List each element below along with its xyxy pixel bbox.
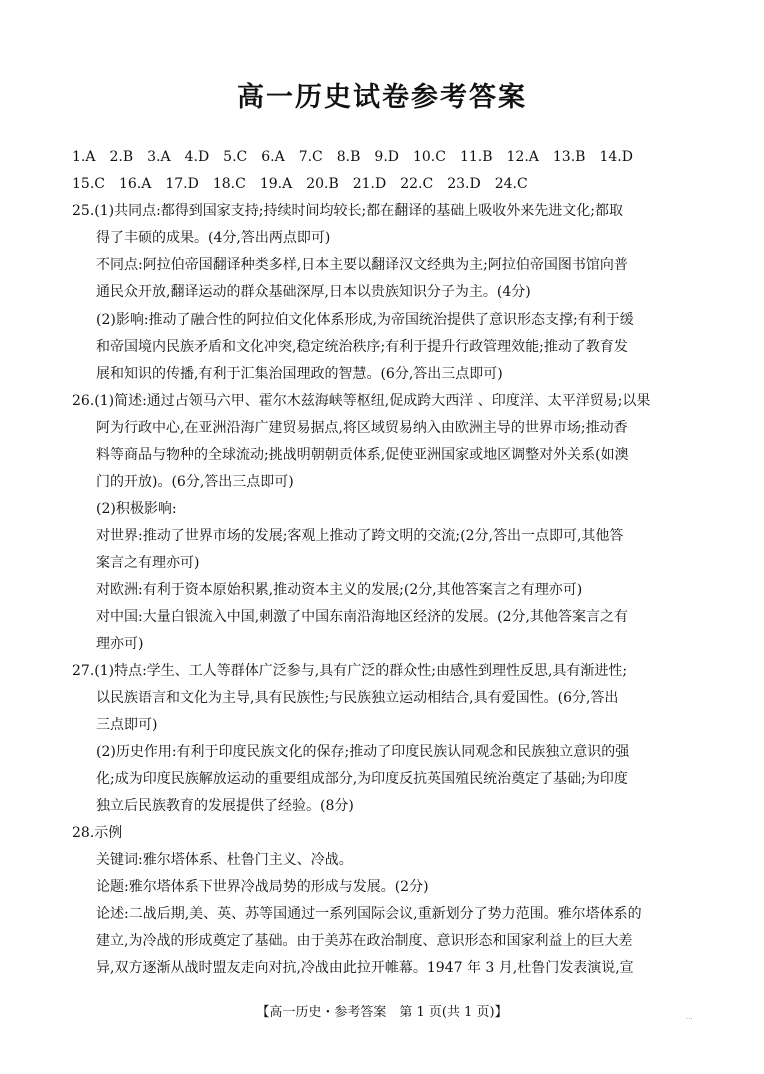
answer-line: 对世界:推动了世界市场的发展;客观上推动了跨文明的交流;(2分,答出一点即可,其他答 — [96, 528, 624, 544]
answer-line: 28.示例 — [72, 825, 123, 841]
answer-line: 论题:雅尔塔体系下世界冷战局势的形成与发展。(2分) — [96, 879, 429, 895]
answer-line: 理亦可) — [96, 636, 144, 652]
answer-line: 和帝国境内民族矛盾和文化冲突,稳定统治秩序;有利于提升行政管理效能;推动了教育发 — [96, 339, 628, 355]
answer-line: 不同点:阿拉伯帝国翻译种类多样,日本主要以翻译汉文经典为主;阿拉伯帝国图书馆向普 — [96, 257, 628, 273]
answer-line: 27.(1)特点:学生、工人等群体广泛参与,具有广泛的群众性;由感性到理性反思,具有渐进性; — [72, 663, 628, 679]
answer-line: 阿为行政中心,在亚洲沿海广建贸易据点,将区域贸易纳入由欧洲主导的世界市场;推动香 — [96, 420, 628, 436]
answer-line: 案言之有理亦可) — [96, 555, 200, 571]
corner-mark: ... — [686, 1013, 693, 1021]
answer-line: 建立,为冷战的形成奠定了基础。由于美苏在政治制度、意识形态和国家利益上的巨大差 — [96, 933, 633, 949]
answer-line: 独立后民族教育的发展提供了经验。(8分) — [96, 798, 354, 814]
answer-line: 15.C 16.A 17.D 18.C 19.A 20.B 21.D 22.C 23.D 24.C — [72, 176, 528, 192]
answer-line: 料等商品与物种的全球流动;挑战明朝朝贡体系,促使亚洲国家或地区调整对外关系(如澳 — [96, 447, 629, 463]
answer-line: (2)影响:推动了融合性的阿拉伯文化体系形成,为帝国统治提供了意识形态支撑;有利于缓 — [96, 312, 634, 328]
answer-line: 论述:二战后期,美、英、苏等国通过一系列国际会议,重新划分了势力范围。雅尔塔体系的 — [96, 906, 642, 922]
answer-line: 化;成为印度民族解放运动的重要组成部分,为印度反抗英国殖民统治奠定了基础;为印度 — [96, 771, 628, 787]
answer-line: 25.(1)共同点:都得到国家支持;持续时间均较长;都在翻译的基础上吸收外来先进文化;都取 — [72, 203, 623, 219]
answer-line: 以民族语言和文化为主导,具有民族性;与民族独立运动相结合,具有爱国性。(6分,答出 — [96, 690, 619, 706]
answer-line: 对欧洲:有利于资本原始积累,推动资本主义的发展;(2分,其他答案言之有理亦可) — [96, 582, 583, 598]
answer-line: 三点即可) — [96, 717, 158, 733]
answer-line: 得了丰硕的成果。(4分,答出两点即可) — [96, 230, 331, 246]
answer-line: 关键词:雅尔塔体系、杜鲁门主义、冷战。 — [96, 852, 353, 868]
answer-line: 通民众开放,翻译运动的群众基础深厚,日本以贵族知识分子为主。(4分) — [96, 284, 531, 300]
page-footer: 【高一历史・参考答案 第 1 页(共 1 页)】 — [256, 1005, 508, 1020]
page-title: 高一历史试卷参考答案 — [237, 82, 527, 113]
answer-line: (2)积极影响: — [96, 501, 177, 517]
answer-line: 26.(1)简述:通过占领马六甲、霍尔木兹海峡等枢纽,促成跨大西洋 、印度洋、太平洋贸易;以果 — [72, 393, 651, 409]
answer-line: 异,双方逐渐从战时盟友走向对抗,冷战由此拉开帷幕。1947 年 3 月,杜鲁门发表演说,宣 — [96, 960, 634, 976]
answer-line: 门的开放)。(6分,答出三点即可) — [96, 474, 294, 490]
answer-line: (2)历史作用:有利于印度民族文化的保存;推动了印度民族认同观念和民族独立意识的强 — [96, 744, 630, 760]
answer-line: 1.A 2.B 3.A 4.D 5.C 6.A 7.C 8.B 9.D 10.C 11.B 12.A 13.B 14.D — [72, 149, 633, 165]
answer-line: 展和知识的传播,有利于汇集治国理政的智慧。(6分,答出三点即可) — [96, 366, 503, 382]
answer-line: 对中国:大量白银流入中国,刺激了中国东南沿海地区经济的发展。(2分,其他答案言之有 — [96, 609, 628, 625]
